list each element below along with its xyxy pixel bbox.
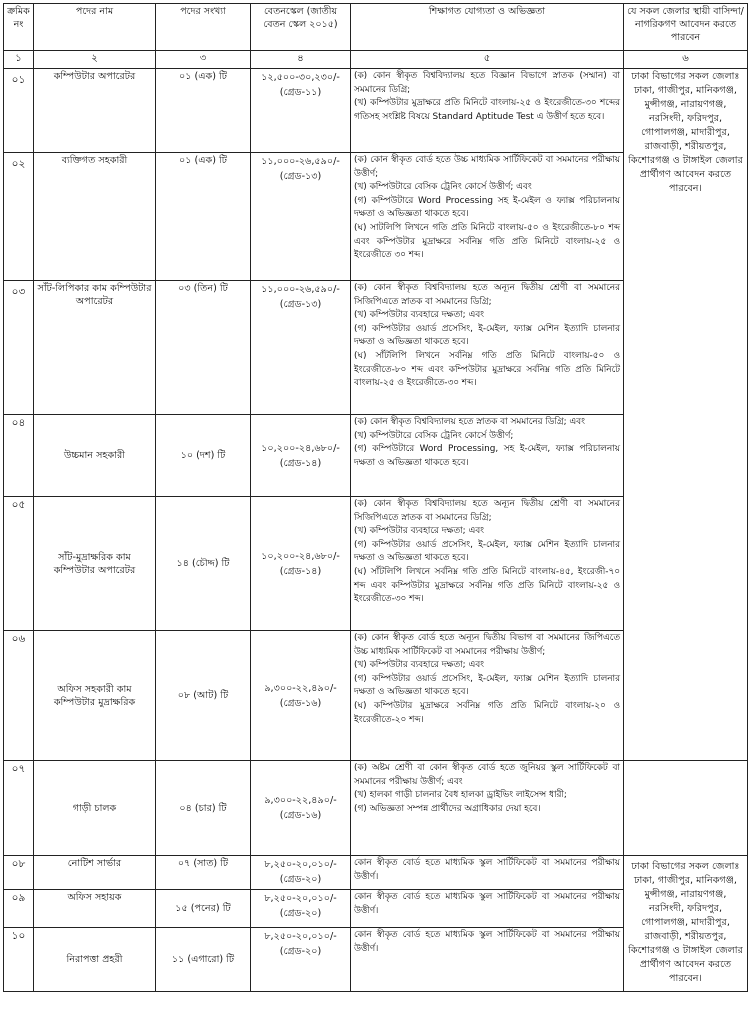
qualification-item: (গ) কম্পিউটার ওয়ার্ড প্রসেসিং, ই-মেইল, ফ্যাক্স মেশিন ইত্যাদি চালনার দক্ষতা ও অভিজ্ঞতা থাকতে হবে। [354,673,620,698]
qualification-item: (গ) কম্পিউটার ওয়ার্ড প্রসেসিং, ই-মেইল, ফ্যাক্স মেশিন ইত্যাদি চালনার দক্ষতা ও অভিজ্ঞতা থাকতে হবে। [354,323,620,348]
post-name: নোটিশ সার্ভার [34,856,156,890]
qualification-cell [351,631,624,761]
pay-grade: (গ্রেড-২০) [279,946,322,957]
qualification-item: (গ) কম্পিউটার ওয়ার্ড প্রসেসিং, ই-মেইল, ফ্যাক্স মেশিন ইত্যাদি চালনার দক্ষতা ও অভিজ্ঞতা থাকতে হবে। [354,539,620,564]
qualification-item: (ঘ) কম্পিউটার মুদ্রাক্ষরে সর্বনিম্ন গতি প্রতি মিনিটে বাংলায়-২০ ও ইংরেজীতে-২০ শব্দ। [354,700,620,725]
qualification-item: (খ) কম্পিউটার মুদ্রাক্ষরে প্রতি মিনিটে বাংলায়-২৫ ও ইংরেজীতে-৩০ শব্দের গতিসহ সংশ্লিষ্ট বিষয়ে Standard Aptitude Test এ উত্তীর্ণ হতে হবে। [354,98,620,122]
column-number: ২ [34,51,156,69]
pay-grade: (গ্রেড-২০) [279,908,322,919]
post-name: নিরাপত্তা প্রহরী [34,928,156,992]
post-name: কম্পিউটার অপারেটর [34,69,156,153]
post-count: ০৩ (তিন) টি [156,281,251,415]
pay-grade: (গ্রেড-১৪) [279,457,322,469]
serial-number: ১০ [4,928,34,992]
pay-scale-range: ১১,০০০-২৬,৫৯০/- [261,284,340,295]
post-count: ০৭ (সাত) টি [156,856,251,890]
qualification-item: (গ) কম্পিউটারে Word Processing সহ ই-মেইল ও ফ্যাক্স পরিচালনায় দক্ষতা ও অভিজ্ঞতা থাকতে হবে। [354,195,620,220]
qualification-item: (গ) কম্পিউটারে Word Processing, সহ ই-মেইল, ফ্যাক্স পরিচালনায় দক্ষতা ও অভিজ্ঞতা থাকতে হবে। [354,444,620,468]
qualification-item: (ক) অষ্টম শ্রেণী বা কোন স্বীকৃত বোর্ড হতে জুনিয়র স্কুল সার্টিফিকেট বা সমমানের পরীক্ষায় উত্তীর্ণ; এবং [354,763,620,787]
pay-scale-range: ৯,৩০০-২২,৪৯০/- [264,682,337,694]
pay-scale-range: ১১,০০০-২৬,৫৯০/- [261,156,340,167]
header-qualification: শিক্ষাগত যোগ্যতা ও অভিজ্ঞতা [351,4,624,51]
recruitment-table [3,3,748,992]
post-count: ১১ (এগারো) টি [156,928,251,992]
qualification-item: (খ) কম্পিউটার ব্যবহারে দক্ষতা; এবং [354,660,484,671]
table-row [4,69,748,153]
qualification-item: কোন স্বীকৃত বোর্ড হতে মাধ্যমিক স্কুল সার্টিফিকেট বা সমমানের পরীক্ষায় উত্তীর্ণ। [354,930,620,954]
qualification-item: (ক) কোন স্বীকৃত বিশ্ববিদ্যালয় হতে অন্যূন দ্বিতীয় শ্রেণী বা সমমানের সিজিপিএতে স্নাতক বা সমমানের ডিগ্রি; [354,499,620,523]
qualification-item: (খ) কম্পিউটারে বেসিক ট্রেনিং কোর্সে উত্তীর্ণ; এবং [354,182,532,193]
qualification-cell [351,761,624,856]
eligible-districts: ঢাকা বিভাগের সকল জেলাঃ ঢাকা, গাজীপুর, মানিকগঞ্জ, মুন্সীগঞ্জ, নারায়ণগঞ্জ, নরসিংদী, ফরিদপুর, গোপালগঞ্জ, মাদারীপুর, রাজবাড়ী, শরীয়তপুর, কিশোরগঞ্জ ও টাঙ্গাইল জেলার প্রার্থীগণ আবেদন করতে পারবেন। [624,69,748,761]
qualification-item: (খ) কম্পিউটার ব্যবহারে দক্ষতা; এবং [354,526,484,537]
qualification-cell [351,281,624,415]
header-post-count: পদের সংখ্যা [156,4,251,51]
header-row [4,4,748,51]
qualification-cell [351,497,624,631]
qualification-cell [351,890,624,928]
pay-scale-range: ১০,২০০-২৪,৬৮০/- [261,442,340,454]
serial-number: ০১ [4,69,34,153]
serial-number: ০৪ [4,415,34,497]
post-count: ০১ (এক) টি [156,69,251,153]
column-number: ৬ [624,51,748,69]
post-name: সাঁট-মুদ্রাক্ষরিক কাম কম্পিউটার অপারেটর [34,497,156,631]
pay-scale [251,497,351,631]
pay-scale-range: ১০,২০০-২৪,৬৮০/- [261,550,340,562]
post-name: গাড়ী চালক [34,761,156,856]
table-row [4,761,748,856]
qualification-item: (খ) হালকা গাড়ী চালনার বৈধ হালকা ড্রাইভিং লাইসেন্স ধারী; [354,790,567,801]
pay-scale [251,631,351,761]
pay-grade: (গ্রেড-১৩) [279,299,322,310]
qualification-item: (ক) কোন স্বীকৃত বিশ্ববিদ্যালয় হতে স্নাতক বা সমমানের ডিগ্রি; এবং [354,417,585,427]
qualification-item: (গ) অভিজ্ঞতা সম্পন্ন প্রার্থীদের অগ্রাধিকার দেয়া হবে। [354,803,541,814]
qualification-cell [351,928,624,992]
eligible-districts-empty [624,761,748,856]
column-number: ৪ [251,51,351,69]
qualification-item: (খ) কম্পিউটার ব্যবহারে দক্ষতা; এবং [354,310,484,321]
qualification-item: (খ) কম্পিউটারে বেসিক ট্রেনিং কোর্সে উত্তীর্ণ; [354,430,514,441]
pay-grade: (গ্রেড-২০) [279,874,322,885]
column-number: ১ [4,51,34,69]
post-name: সাঁট-লিপিকার কাম কম্পিউটার অপারেটর [34,281,156,415]
qualification-item: (ক) কোন স্বীকৃত বোর্ড হতে উচ্চ মাধ্যমিক সার্টিফিকেট বা সমমানের পরীক্ষায় উত্তীর্ণ; [354,155,620,179]
pay-scale [251,890,351,928]
qualification-cell [351,153,624,281]
pay-scale-range: ৯,৩০০-২২,৪৯০/- [264,795,337,806]
qualification-item: কোন স্বীকৃত বোর্ড হতে মাধ্যমিক স্কুল সার্টিফিকেট বা সমমানের পরীক্ষায় উত্তীর্ণ। [354,892,620,916]
pay-grade: (গ্রেড-১১) [279,87,322,98]
serial-number: ০৮ [4,856,34,890]
qualification-cell [351,856,624,890]
header-pay-scale: বেতনস্কেল (জাতীয় বেতন স্কেল ২০১৫) [251,4,351,51]
column-number: ৫ [351,51,624,69]
qualification-item: (ঘ) সাঁটলিপি লিখনে সর্বনিম্ন গতি প্রতি মিনিটে বাংলায়-৫০ ও ইংরেজীতে-৮০ শব্দ এবং কম্পিউটার মুদ্রাক্ষরে সর্বনিম্ন গতি প্রতি মিনিটে বাংলায়-২৫ ও ইংরেজীতে-৩০ শব্দ। [354,350,620,389]
qualification-cell [351,415,624,497]
header-serial: ক্রমিক নং [4,4,34,51]
pay-scale [251,415,351,497]
serial-number: ০৬ [4,631,34,761]
eligible-districts: ঢাকা বিভাগের সকল জেলাঃ ঢাকা, গাজীপুর, মানিকগঞ্জ, মুন্সীগঞ্জ, নারায়ণগঞ্জ, নরসিংদী, ফরিদপুর, গোপালগঞ্জ, মাদারীপুর, রাজবাড়ী, শরীয়তপুর, কিশোরগঞ্জ ও টাঙ্গাইল জেলার প্রার্থীগণ আবেদন করতে পারবেন। [624,856,748,992]
pay-scale [251,153,351,281]
post-name: অফিস সহকারী কাম কম্পিউটার মুদ্রাক্ষরিক [34,631,156,761]
post-name: ব্যক্তিগত সহকারী [34,153,156,281]
post-name: অফিস সহায়ক [34,890,156,928]
post-count: ০১ (এক) টি [156,153,251,281]
serial-number: ০৩ [4,281,34,415]
qualification-item: (ঘ) সাঁটলিপি লিখনে সর্বনিম্ন গতি প্রতি মিনিটে বাংলায়-৪৫, ইংরেজী-৭০ শব্দ এবং কম্পিউটার মুদ্রাক্ষরে সর্বনিম্ন গতি প্রতি মিনিটে বাংলায়-২৫ ও ইংরেজীতে-৩০ শব্দ। [354,566,620,605]
pay-scale-range: ৮,২৫০-২০,০১০/- [264,859,337,870]
post-count: ১৪ (চৌদ্দ) টি [156,497,251,631]
header-post-name: পদের নাম [34,4,156,51]
post-count: ০৪ (চার) টি [156,761,251,856]
pay-scale-range: ১২,৫০০-৩০,২৩০/- [261,72,340,83]
serial-number: ০৭ [4,761,34,856]
qualification-item: (ঘ) সাটলিপি লিখনে গতি প্রতি মিনিটে বাংলায়-৫০ ও ইংরেজীতে-৮০ শব্দ এবং কম্পিউটার মুদ্রাক্ষরে সর্বনিম্ন গতি প্রতি মিনিটে বাংলায়-২৫ ও ইংরেজীতে ৩০ শব্দ। [354,222,620,261]
post-count: ১০ (দশ) টি [156,415,251,497]
post-count: ০৮ (আট) টি [156,631,251,761]
column-number-row [4,51,748,69]
qualification-item: (ক) কোন স্বীকৃত বিশ্ববিদ্যালয় হতে বিজ্ঞান বিভাগে স্নাতক (সম্মান) বা সমমানের ডিগ্রি; [354,71,620,95]
qualification-item: (ক) কোন স্বীকৃত বোর্ড হতে অন্যূন দ্বিতীয় বিভাগ বা সমমানের জিপিএতে উচ্চ মাধ্যমিক সার্টিফিকেট বা সমমানের পরীক্ষায় উত্তীর্ণ; [354,633,620,657]
pay-scale [251,69,351,153]
serial-number: ০৯ [4,890,34,928]
qualification-item: (ক) কোন স্বীকৃত বিশ্ববিদ্যালয় হতে অন্যূন দ্বিতীয় শ্রেণী বা সমমানের সিজিপিএতে স্নাতক বা সমমানের ডিগ্রি; [354,283,620,307]
serial-number: ০২ [4,153,34,281]
table-row [4,856,748,890]
pay-scale [251,856,351,890]
pay-grade: (গ্রেড-১৩) [279,171,322,182]
pay-scale-range: ৮,২৫০-২০,০১০/- [264,931,337,942]
post-count: ১৫ (পনের) টি [156,890,251,928]
column-number: ৩ [156,51,251,69]
post-name: উচ্চমান সহকারী [34,415,156,497]
qualification-cell [351,69,624,153]
pay-grade: (গ্রেড-১৬) [279,697,322,709]
serial-number: ০৫ [4,497,34,631]
qualification-item: কোন স্বীকৃত বোর্ড হতে মাধ্যমিক স্কুল সার্টিফিকেট বা সমমানের পরীক্ষায় উত্তীর্ণ। [354,858,620,882]
pay-scale [251,761,351,856]
pay-grade: (গ্রেড-১৪) [279,565,322,577]
pay-grade: (গ্রেড-১৬) [279,810,322,821]
header-eligible-districts: যে সকল জেলার স্থায়ী বাসিন্দা/নাগরিকগণ আবেদন করতে পারবেন [624,4,748,51]
pay-scale [251,928,351,992]
pay-scale-range: ৮,২৫০-২০,০১০/- [264,893,337,904]
pay-scale [251,281,351,415]
